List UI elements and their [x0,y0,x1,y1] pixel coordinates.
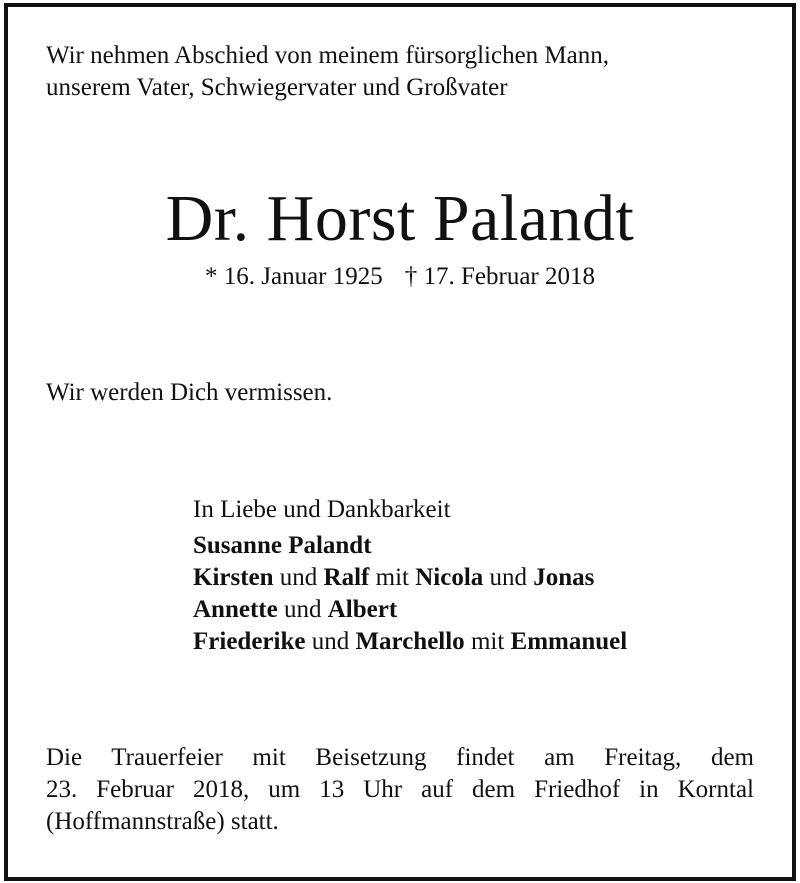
family-greeting: In Liebe und Dankbarkeit [193,496,451,523]
ceremony-line-1: Die Trauerfeier mit Beisetzung findet am Freitag, dem [46,744,754,771]
intro-line-1: Wir nehmen Abschied von meinem fürsorglichen Mann, [46,42,609,69]
connector: mit [369,564,416,591]
family-row-4 [193,626,773,658]
family-row-3 [193,594,773,626]
family-name: Jonas [533,564,595,591]
life-dates [0,262,800,292]
family-name: Friederike [193,628,306,655]
family-row-2 [193,562,773,594]
family-row-1 [193,530,773,562]
farewell-message: Wir werden Dich vermissen. [46,379,333,406]
family-name: Albert [327,596,398,623]
ceremony-line-2: 23. Februar 2018, um 13 Uhr auf dem Friedhof in Korntal [46,776,754,803]
family-name: Marchello [355,628,465,655]
intro-text [46,40,758,104]
family-name: Kirsten [193,564,274,591]
ceremony-notice [46,742,754,838]
family-name: Emmanuel [510,628,628,655]
connector: und [305,628,356,655]
family-name: Susanne Palandt [193,532,372,559]
intro-line-2: unserem Vater, Schwiegervater und Großvater [46,74,508,101]
connector: und [277,596,328,623]
birth-date: * 16. Januar 1925 [205,263,383,290]
deceased-name: Dr. Horst Palandt [165,182,635,255]
death-date: † 17. Februar 2018 [404,263,595,290]
ceremony-line-3: (Hoffmannstraße) statt. [46,808,279,835]
connector: und [483,564,534,591]
family-name: Annette [193,596,278,623]
connector: mit [464,628,511,655]
family-name: Nicola [415,564,484,591]
connector: und [273,564,324,591]
family-signature [193,494,773,658]
family-name: Ralf [323,564,370,591]
